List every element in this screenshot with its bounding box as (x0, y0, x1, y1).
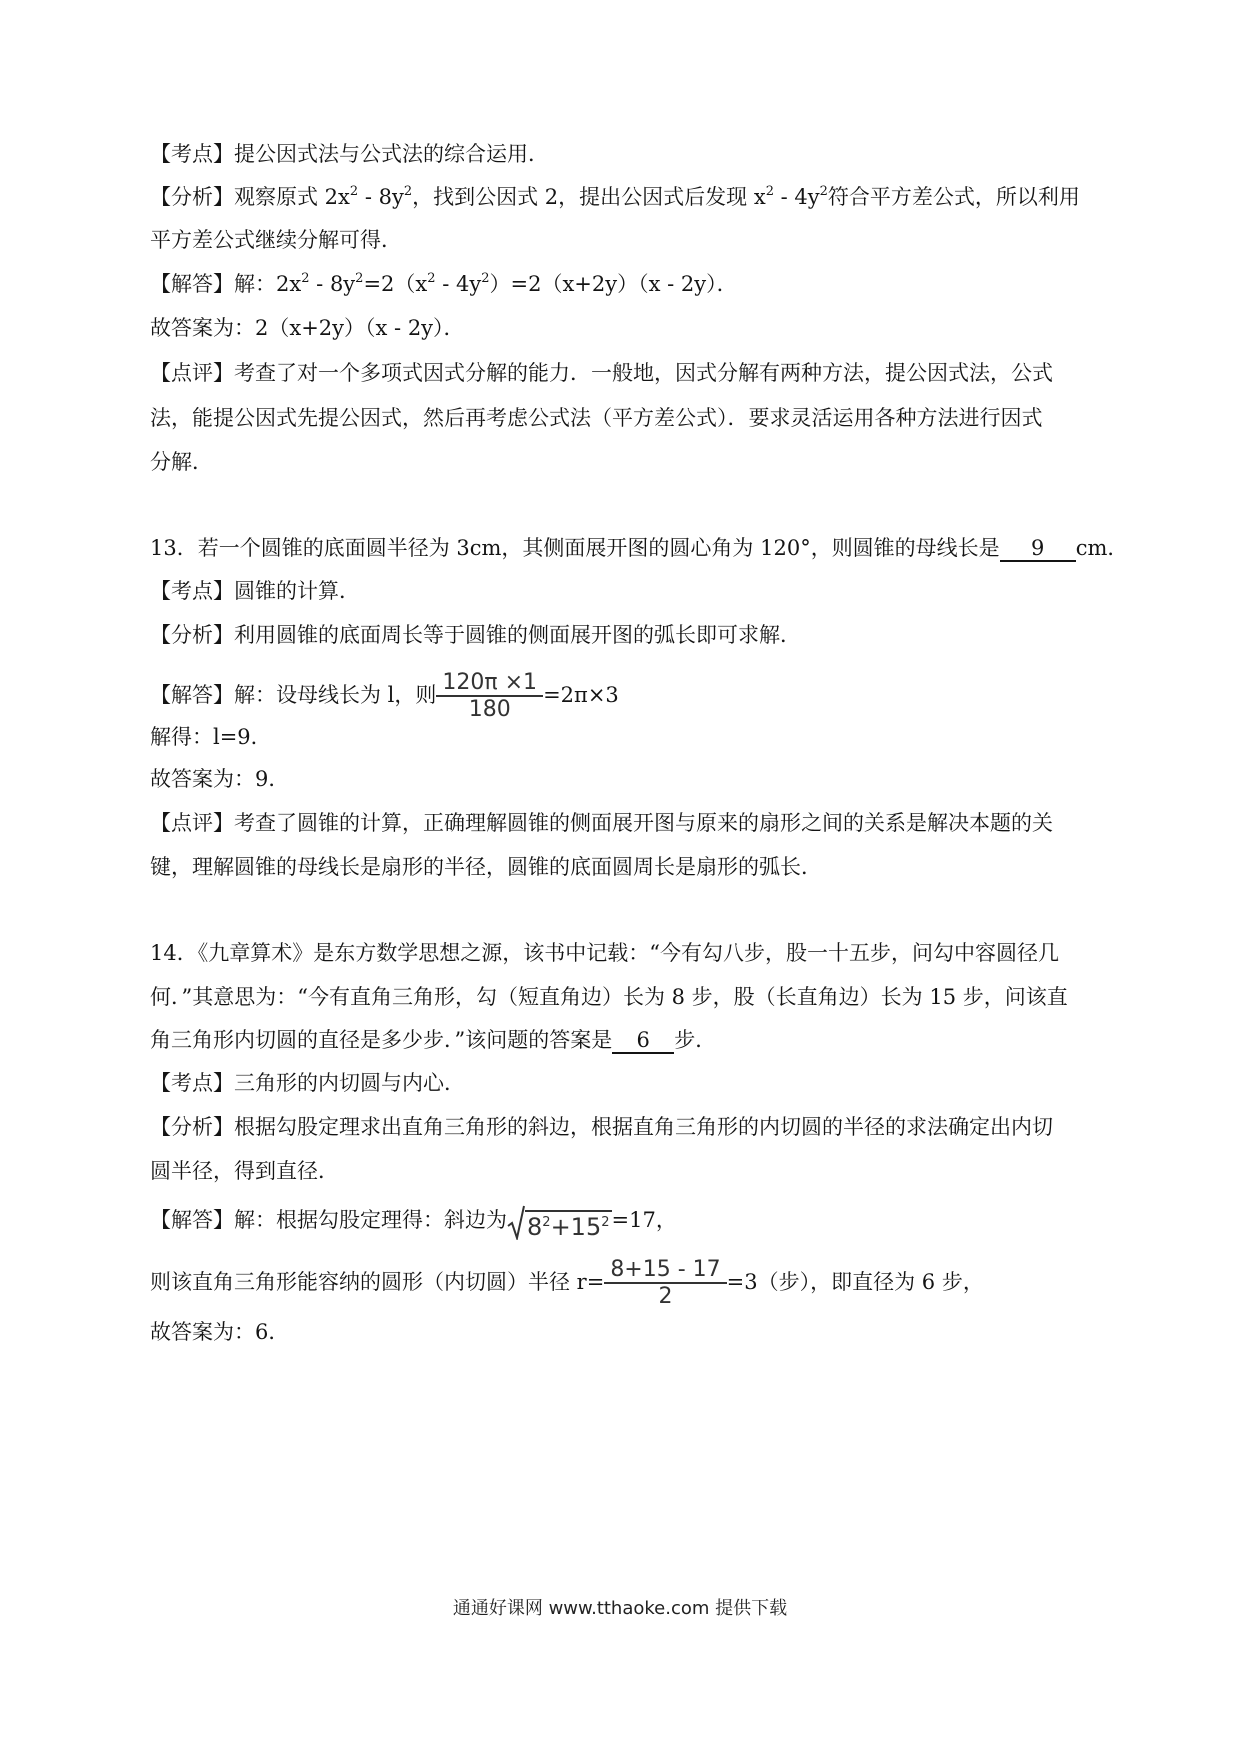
q14-question-line3: 角三角形内切圆的直径是多少步．”该问题的答案是 6 步． (150, 1028, 717, 1052)
q12-dianping-line3: 分解． (150, 450, 213, 474)
q13-answer-blank: 9 (1000, 536, 1076, 562)
q13-kaodian: 【考点】圆锥的计算． (150, 579, 360, 603)
page-footer: 通通好课网 www.tthaoke.com 提供下载 (452, 1598, 788, 1619)
q12-kaodian: 【考点】提公因式法与公式法的综合运用． (150, 142, 549, 166)
q14-kaodian: 【考点】三角形的内切圆与内心． (150, 1071, 465, 1095)
q14-fenxi-line2: 圆半径，得到直径． (150, 1159, 339, 1183)
q13-question: 13．若一个圆锥的底面圆半径为 3cm，其侧面展开图的圆心角为 120°，则圆锥的母线长是 9 cm． (150, 536, 1129, 560)
q14-fraction: $\frac{8+15 - 17}{2}$ (604, 1258, 726, 1310)
q12-jieda: 【解答】解：$2x^2 - 8y^2=2(x^2 - 4y^2)=2(x+2y)(x - 2y)$． (150, 271, 738, 296)
q13-fenxi: 【分析】利用圆锥的底面周长等于圆锥的侧面展开图的弧长即可求解． (150, 623, 801, 647)
q12-dianping-line2: 法，能提公因式先提公因式，然后再考虑公式法（平方差公式）．要求灵活运用各种方法进行因式 (150, 406, 1043, 430)
q13-dianping-line1: 【点评】考查了圆锥的计算，正确理解圆锥的侧面展开图与原来的扇形之间的关系是解决本题的关 (150, 811, 1053, 835)
q14-fenxi-line1: 【分析】根据勾股定理求出直角三角形的斜边，根据直角三角形的内切圆的半径的求法确定出内切 (150, 1115, 1053, 1139)
q13-jiede: 解得：l=9． (150, 725, 272, 749)
q13-answer: 故答案为：9． (150, 767, 290, 791)
q13-jieda: 【解答】解：设母线长为 l，则 $\frac{120\pi \times 1}{180}$ =2π×3 (150, 669, 619, 722)
q14-jieda-line2: 则该直角三角形能容纳的圆形（内切圆）半径 r= $\frac{8+15 - 17}{2}$ =3（步），即直径为 6 步， (150, 1256, 984, 1309)
q12-answer: 故答案为：2（x+2y）（x - 2y）． (150, 316, 465, 340)
q14-answer: 故答案为：6． (150, 1320, 290, 1344)
q14-question-line1: 14．《九章算术》是东方数学思想之源，该书中记载：“今有勾八步，股一十五步，问勾中容圆径几 (150, 941, 1059, 965)
radical-sign-icon (507, 1204, 525, 1240)
q12-dianping-line1: 【点评】考查了对一个多项式因式分解的能力．一般地，因式分解有两种方法，提公因式法，公式 (150, 361, 1053, 385)
q14-jieda: 【解答】解：根据勾股定理得：斜边为 $8^2+15^2$ =17， (150, 1198, 677, 1242)
q14-answer-blank: 6 (612, 1028, 674, 1054)
q14-sqrt: $8^2+15^2$ (507, 1204, 612, 1240)
q13-dianping-line2: 键，理解圆锥的母线长是扇形的半径，圆锥的底面圆周长是扇形的弧长． (150, 855, 822, 879)
q13-fraction: $\frac{120\pi \times 1}{180}$ (436, 671, 543, 723)
q12-fenxi-line2: 平方差公式继续分解可得． (150, 228, 402, 252)
q12-fenxi-line1: 【分析】观察原式 $2x^2 - 8y^2$，找到公因式 2，提出公因式后发现 $x^2 - 4y^2$符合平方差公式，所以利用 (150, 184, 1080, 209)
q14-question-line2: 何．”其意思为：“今有直角三角形，勾（短直角边）长为 8 步，股（长直角边）长为 15 步，问该直 (150, 985, 1068, 1009)
